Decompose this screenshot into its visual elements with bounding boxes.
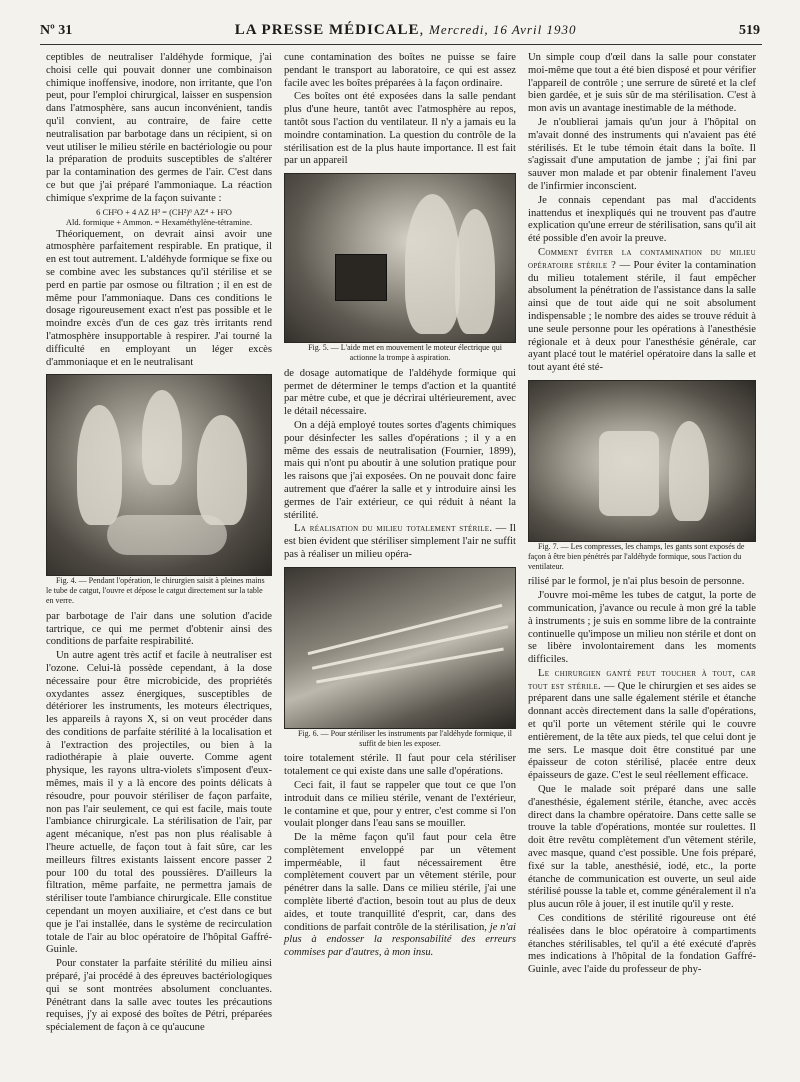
header-rule [40, 44, 762, 45]
figure-7 [528, 380, 756, 571]
column-2 [284, 52, 516, 961]
paragraph-text: De la même façon qu'il faut pour cela être complètement enveloppé par un vêtement imperméable, il faut nécessairement être complètement couvert par un vêtement stérile, pour pénétrer dans la salle. Dans ce milieu stérile, j'ai une complète liberté d'action, besoin tout au plus de deux aides, et toute tranquillité d'esprit, car, dans des conditions de parfait contrôle de la stérilisation, [284, 832, 516, 933]
paragraph-text: — Pour éviter la contamination du milieu totalement stérile, il faut empêcher absolument la pénétration de l'assistance dans la salle ainsi que de tout aide qui ne soit absolument indispensable ; le nombre des aides se trouve réduit à une seule personne pour les opérations à l'anesthésie régionale et à deux pour l'anesthésie générale, car ayant placé tout le matériel opératoire dans la salle et tout ayant été sté- [528, 259, 756, 374]
paragraph: Ces conditions de stérilité rigoureuse ont été réalisées dans le bloc opératoire à compartiments étanches stérilisables, tel qu'il a été exécuté d'après mes indications à l'hôpital de la fondation Gaffré-Guinle, avec l'aide du professeur de phy- [528, 913, 756, 976]
paragraph: Pour constater la parfaite stérilité du milieu ainsi préparé, j'ai procédé à des épreuves bactériologiques qui se sont montrées absolument concluantes. Pénétrant dans la salle avec toutes les précautions requises, j'y ai exposé des boîtes de Pétri, préparées spécialement de façon à ce qu'aucune [46, 958, 272, 1034]
paragraph [528, 668, 756, 783]
paragraph: J'ouvre moi-même les tubes de catgut, la porte de communication, j'avance ou recule à mon gré la table à instruments ; je suis en somme libre de la contrainte continuelle qu'impose un milieu non stérile et dont on se libère involontairement dans les moments difficiles. [528, 590, 756, 666]
issue-date: Mercredi, 16 Avril 1930 [429, 22, 577, 37]
paragraph: Un simple coup d'œil dans la salle pour constater moi-même que tout a été bien disposé et pour vérifier l'appareil de contrôle ; une serrure de sûreté et la clef bien gardée, et je suis sûr de ma stérilisation. C'est à mon avis un avantage inestimable de la méthode. [528, 52, 756, 115]
paragraph: toire totalement stérile. Il faut pour cela stériliser totalement ce qui existe dans une salle d'opérations. [284, 753, 516, 778]
paragraph [284, 832, 516, 960]
issue-number: Nº 31 [40, 23, 73, 38]
paragraph: Ceci fait, il faut se rappeler que tout ce que l'on introduit dans ce milieu stérile, venant de l'extérieur, le contamine et que, pour y entrer, c'est comme si l'on voulait plonger dans l'eau sans se mouiller. [284, 779, 516, 830]
paragraph: Je connais cependant pas mal d'accidents inattendus et inexpliqués qui ne trouvent pas d'autre explication qu'une erreur de stérilisation, sans qu'il ait été possible d'en avoir la preuve. [528, 194, 756, 245]
paragraph: Théoriquement, on devrait ainsi avoir une atmosphère parfaitement respirable. En pratique, il en est tout autrement. L'aldéhyde formique se fixe ou se combine avec les substances qu'il stérilise et se perd en partie par osmose ou filtration ; il en est de même pour l'ammoniaque. Dans ces conditions le dosage rigoureusement exact n'est pas possible et le moindre excès d'un de ces gaz très irritants rend l'atmosphère insupportable à respirer. J'ai tourné la difficulté en employant un léger excès d'ammoniaque et en le neutralisant [46, 228, 272, 368]
page-header [40, 22, 760, 42]
figure-caption: Fig. 4. — Pendant l'opération, le chirurgien saisit à pleines mains le tube de catgut, l'ouvre et dépose le catgut directement sur la table en verre. [46, 576, 265, 605]
paragraph: ceptibles de neutraliser l'aldéhyde formique, j'ai choisi celle qui pouvait donner une combinaison chimique inoffensive, inodore, non irritante, que l'on peut, pour l'emploi chirurgical, laisser en suspension dans l'atmosphère, sans aucun inconvénient, tandis qu'il convient, au contraire, de faire cette neutralisation par barbotage dans un récipient, si on veut utiliser le milieu stérile en bactériologie ou pour la préparation de produits susceptibles de s'altérer par la contamination des germes de l'air. C'est dans ce but que j'ai préparé l'ammoniaque. La réaction chimique s'exprime de la façon suivante : [46, 52, 272, 204]
paragraph [284, 523, 516, 561]
paragraph-text: — Il est bien évident que stériliser simplement l'air ne suffit pas à réaliser un milieu opéra- [284, 523, 516, 560]
figure-caption: Fig. 6. — Pour stériliser les instruments par l'aldéhyde formique, il suffit de bien les exposer. [297, 728, 513, 748]
formula-equation: 6 CH²O + 4 AZ H³ = (CH²)⁶ AZ⁴ + H²O [96, 206, 232, 217]
figure-5 [284, 173, 516, 363]
formula-legend: Ald. formique + Ammon. = Hexaméthylène-tétramine. [65, 217, 253, 228]
paragraph: de dosage automatique de l'aldéhyde formique qui permet de déterminer le temps d'action et la quantité par mètre cube, et que je décrirai ultérieurement, avec le détail nécessaire. [284, 367, 516, 418]
paragraph: On a déjà employé toutes sortes d'agents chimiques pour désinfecter les salles d'opérations ; il y a en même des essais de neutralisation (Fournier, 1899), mais qui n'ont pu aboutir à une solution pratique pour les raisons que j'ai exposées. On ne pouvait donc faire autrement que d'aérer la salle et y introduire ainsi les germes de l'air extérieur, ce qui réduit à néant la stérilité. [284, 419, 516, 521]
photo-compresses [528, 380, 756, 542]
figure-caption: Fig. 5. — L'aide met en mouvement le moteur électrique qui actionne la trompe à aspiration. [308, 343, 502, 362]
paragraph-text: — Que le chirurgien et ses aides se préparent dans une salle également stérile et étanche donnant accès directement dans la salle d'opérations, et qu'il porte un vêtement stérile qui le couvre entièrement, de la tête aux pieds, tel que celui dont je me sers. Le masque doit être constitué par une épaisseur de coton stérilisé, placée entre deux épaisseurs de gaze. C'est le seul réellement efficace. [528, 680, 756, 782]
column-1 [46, 52, 272, 1036]
figure-6 [284, 567, 516, 749]
paragraph: Je n'oublierai jamais qu'un jour à l'hôpital on m'avait donné des instruments qui n'avaient pas été stérilisés. Et le tube témoin était dans la boîte. Il s'agissait d'une amputation de jambe ; j'ai fini par sauver mon malade et par obtenir finalement l'aveu de l'infirmier inconscient. [528, 116, 756, 192]
photo-operation [46, 374, 272, 576]
paragraph: cune contamination des boîtes ne puisse se faire pendant le transport au laboratoire, ce qui est assez facile avec les boîtes préparées à la façon ordinaire. [284, 52, 516, 89]
column-3 [528, 52, 756, 978]
page-number: 519 [739, 23, 760, 38]
journal-title-line: LA PRESSE MÉDICALE, Mercredi, 16 Avril 1930 [234, 22, 577, 38]
photo-assistant-motor [284, 173, 516, 343]
paragraph [528, 247, 756, 375]
paragraph: rilisé par le formol, je n'ai plus besoin de personne. [528, 576, 745, 588]
paragraph: par barbotage de l'air dans une solution d'acide tartrique, ce qui me permet d'obtenir ainsi des conditions de parfaite respirabilité. [46, 610, 272, 648]
figure-4 [46, 374, 272, 605]
journal-title: LA PRESSE MÉDICALE [234, 22, 420, 38]
paragraph: Un autre agent très actif et facile à neutraliser est l'ozone. Celui-là possède cependant, à la dose nécessaire pour être microbicide, des propriétés oxydantes assez énergiques, susceptibles de détériorer les instruments, les moteurs électriques, les appareils à rayons X, si on veut procéder dans des conditions de parfaite stérilité à la localisation et à l'extraction des projectiles, ou bien à la radiothérapie à plaie ouverte. Comme agent physique, les rayons ultra-violets s'imposent d'eux-mêmes, mais il y a là encore des points délicats à résoudre, pour pouvoir stériliser de façon parfaite, non pas l'air seulement, ce qui est facile, mais toute l'ambiance chirurgicale. La stérilisation de l'air, par agent mécanique, n'est pas non plus réalisable à l'heure actuelle, de façon tout à fait sûre, car les meilleurs filtres existants laissent encore passer 2 pour 100 du total des poussières. D'ailleurs la filtration, même parfaite, ne permettra jamais de stériliser toute l'ambiance chirurgicale. Elle constitue cependant un moyen auxiliaire, et c'est dans ce but que je l'ai installée, dans le système de recirculation totale de l'air au bloc opératoire de l'hôpital Gaffré-Guinle. [46, 650, 272, 956]
section-heading: Comment éviter la contamination du milieu opératoire stérile ? [528, 246, 756, 271]
photo-instruments [284, 567, 516, 729]
chemical-formula [46, 207, 272, 228]
figure-caption: Fig. 7. — Les compresses, les champs, les gants sont exposés de façon à être bien pénétrés par l'aldéhyde formique, sous l'action du ventilateur. [528, 541, 745, 571]
paragraph: Que le malade soit préparé dans une salle d'anesthésie, également stérile, étanche, avec accès direct dans la chambre opératoire. Dans cette salle se trouve la table d'opérations, montée sur roulettes. Il doit être revêtu complètement d'un vêtement stérile, avec masque, quand c'est possible. Une fois préparé, fixé sur la table, anesthésié, iodé, etc., la porte étanche de communication est ouverte, un seul aide stérilisé pousse la table et, comme généralement il n'a plus aucun rôle à jouer, il est inutile qu'il y reste. [528, 784, 756, 911]
paragraph: Ces boîtes ont été exposées dans la salle pendant plus d'une heure, tantôt avec l'atmosphère au repos, tantôt sous l'action du ventilateur. Il n'y a jamais eu la moindre contamination. La question du contrôle de la stérilisation est de la plus haute importance. Il est fait par un appareil [284, 91, 516, 167]
section-heading: La réalisation du milieu totalement stérile. [294, 523, 493, 535]
emphasized-text: je n'ai plus à endosser la responsabilité des erreurs commises par d'autres, à mon insu. [284, 921, 516, 959]
section-heading: Le chirurgien ganté peut toucher à tout, car tout est stérile. [528, 667, 756, 692]
